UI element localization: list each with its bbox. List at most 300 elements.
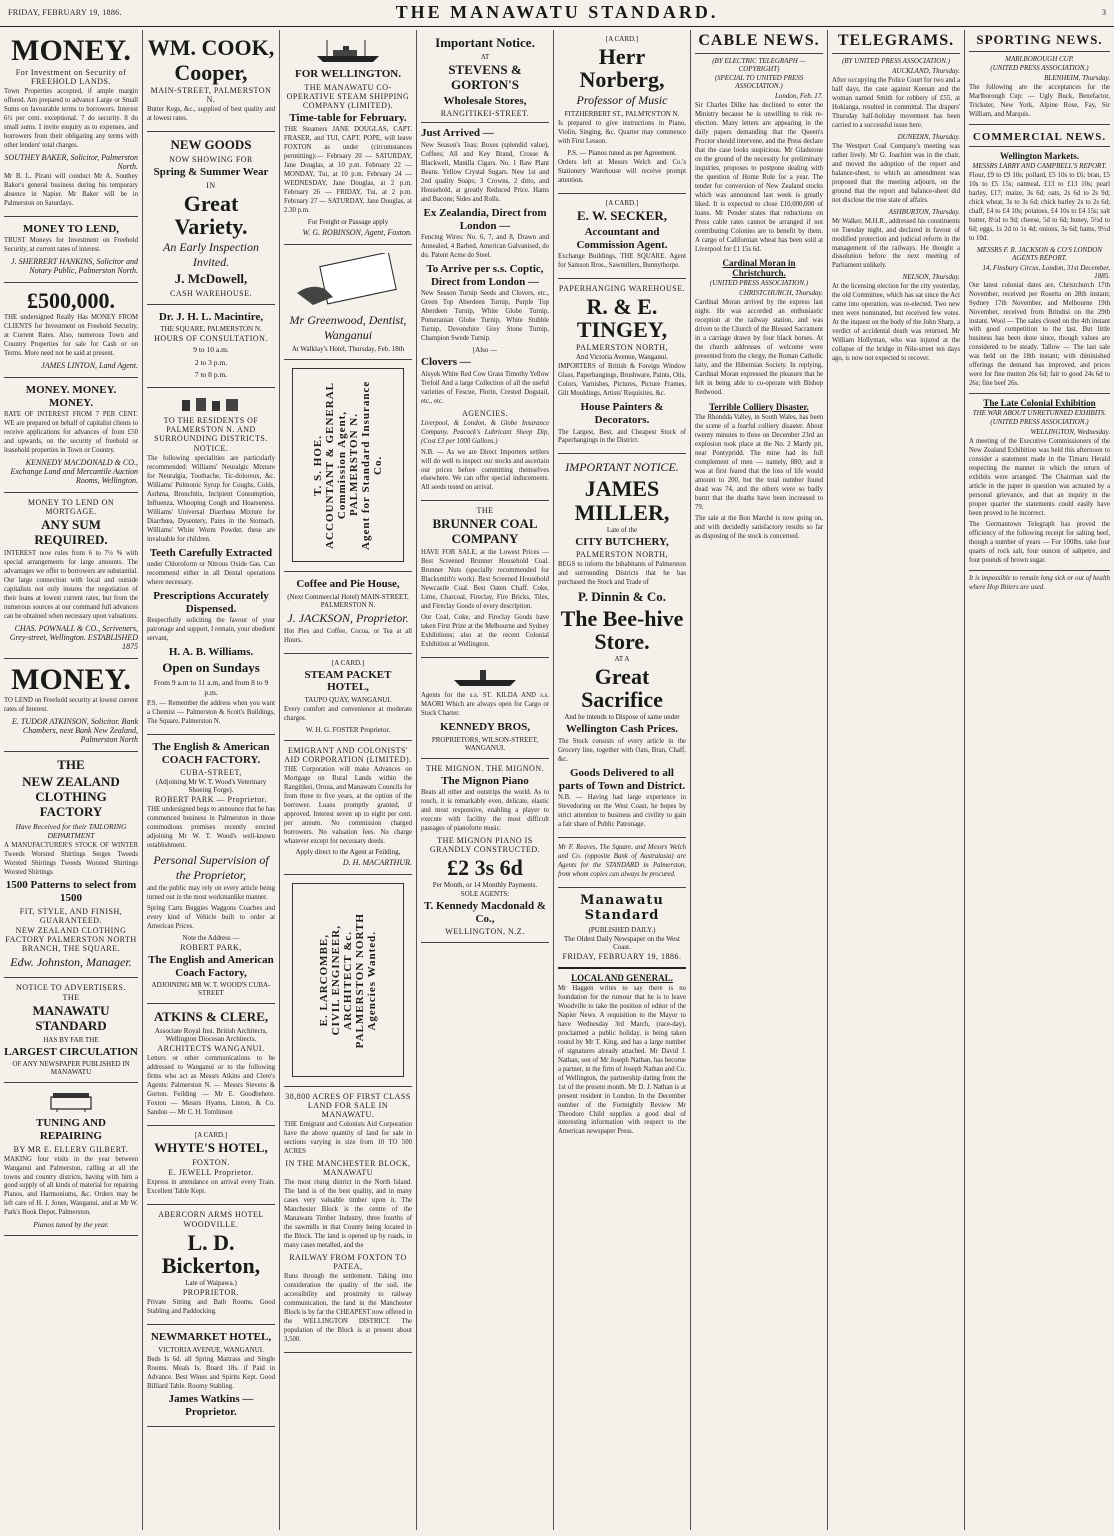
coffee-house-ad	[284, 572, 412, 654]
teeth-body: under Chloroform or Nitrous Oxide Gas. Can recommend either in all Dental operations where necessary.	[147, 561, 275, 587]
hoe-ad	[284, 360, 412, 572]
atkins-trade: ARCHITECTS WANGANUI.	[157, 1044, 265, 1054]
cable-copyright: (BY ELECTRIC TELEGRAPH — COPYRIGHT)	[712, 57, 806, 73]
adv-paper: MANAWATU STANDARD	[32, 1002, 110, 1033]
masthead-date: FRIDAY, FEBRUARY 19, 1886.	[8, 8, 122, 17]
coffee-address: (Next Commercial Hotel) MAIN-STREET, PALMERSTON N.	[287, 592, 409, 609]
moran-date: CHRISTCHURCH, Thursday.	[739, 289, 823, 298]
coffee-body: Hot Pies and Coffee, Cocoa, or Tea at all Hours.	[284, 627, 412, 644]
hoe-line: T. S. HOE.	[312, 434, 324, 496]
moran-association: (UNITED PRESS ASSOCIATION.)	[709, 279, 809, 288]
tingey-body-2: The Largest, Best, and Cheapest Stock of Paperhangings in the District.	[558, 428, 686, 445]
coffee-title: Coffee and Pie House,	[296, 577, 400, 590]
larcombe-ad	[284, 875, 412, 1087]
ship-body: THE Steamers JANE DOUGLAS, CAPT. FRASER, and TUI, CAPT. POPE, will leave FOXTON as under (circumstances permitting):— February 20 — SATURDAY, Jane Douglas, at 10 p.m. February 22 — MONDAY, Tui, at 10 p.m. February 24 — WEDNESDAY, Jane Douglas, at 2 p.m. February 26 — FRIDAY, Tui, at 2 p.m. February 27 — SATURDAY, Jane Douglas, at 2.30 p.m.	[284, 126, 412, 214]
sporting-date: BLENHEIM, Thursday.	[1044, 74, 1110, 82]
arrived-body: New Season's Teas; Boxes (splendid value), Coffees; All and Key Brand, Crosse & Blackwell, Manilla Cigars. No. 1 Raw Plant Beans. Yellow Crystal Sugars. New 1st and 2nd quality Soaps; 3 Crowns, 2 ditto, and Household, at greatly Reduced Price. Hams and Bacons; Sides and Rolls.	[421, 142, 549, 203]
newmarket-proprietor: James Watkins — Proprietor.	[168, 1393, 254, 1419]
agencies-body: Liverpool, & London, & Globe Insurance Company. Peacock's Lubricant Sheep Dip, (Cost £3 per 1000 Gallons.)	[421, 419, 549, 445]
teeth-head: Teeth Carefully Extracted	[149, 546, 273, 559]
steam-packet-ad	[284, 654, 412, 741]
hand-holding-card-icon	[293, 253, 403, 309]
emigrant-apply: Apply direct to the Agent at Feilding,	[295, 848, 401, 857]
atkins-body: Letters or other communications to be addressed to Wanganui or to the following firms who act as Messrs Atkins and Clere's Agents: Palmerston N. — Messrs Stevens & Gorton. Feilding — Mr E. Goodbehere. Foxton — Messrs Hyams, Linton, & Co. Sandon — Mr C. H. Tomlinson	[147, 1055, 275, 1116]
money4-ad	[4, 659, 138, 752]
jackson-body: Our latest colonial dates are, Christchurch 17th November, received per Rosetta on 28th instant; Sydney 17th November, and Melbourne 19th November, received from Brindisi on the 29th instant. Wool — The sales closed on the 4th instant with good competition to the last. But little business has been done since, though values are considered to be steady. Tallow — The last sale was held on the 18th instant; with diminished offerings the demand has improved, and prices were for fine mutton 26s 6d; fair to good 24s 6d to 26s; fine beef 26s.	[969, 281, 1110, 388]
abercorn-ad	[147, 1205, 275, 1325]
miller-body: BEGS to inform the Inhabitants of Palmerston and surrounding Districts that he has purchased the Stock and Trade of	[558, 561, 686, 587]
larcombe-box	[292, 883, 404, 1077]
coptic-body: New Season Turnip Seeds and Clovers, etc., Green Top Aberdeen Turnip, Purple Top Aberdeen Turnip, White Globe Turnip, Pomeranian Globe Turnip, White Stubble Turnip, Devonshire Grey Stone Turnip, Champion Swede Turnip.	[421, 290, 549, 343]
hoe-box	[292, 368, 404, 562]
commercial-firm: MESSRS LARRY AND CAMPBELL'S REPORT.	[972, 161, 1107, 170]
whyte-proprietor: E. JEWELL Proprietor.	[168, 1167, 254, 1177]
packet-card: [A CARD.]	[331, 658, 365, 667]
brunner-the: THE	[476, 506, 494, 516]
mignon-title: The Mignon Piano	[441, 774, 529, 787]
shipping-ad	[284, 30, 412, 245]
goods-shop: CASH WAREHOUSE.	[169, 288, 253, 298]
adv-has: HAS BY FAR THE	[43, 1035, 99, 1044]
sporting-association: (UNITED PRESS ASSOCIATION.)	[990, 64, 1089, 72]
ship-freight: For Freight or Passage apply	[307, 217, 389, 226]
paper-title: Manawatu Standard	[580, 893, 664, 923]
goods-in: IN	[206, 180, 216, 190]
sporting-body: The following are the acceptances for the Marlborough Cup: — Ugly Buck, Benefactor, Trickster, New York, Alpine Rose, Fay, Sir William, and Marquis.	[969, 84, 1110, 118]
important-notice: IMPORTANT NOTICE.	[565, 460, 679, 475]
agencies-title: AGENCIES.	[461, 408, 509, 418]
jackson-firm: MESSRS F. R. JACKSON & CO'S LONDON AGENTS REPORT.	[976, 245, 1103, 262]
masthead-title: THE MANAWATU STANDARD.	[395, 2, 719, 22]
money3-title: MONEY. MONEY. MONEY.	[25, 384, 117, 409]
emigrant-body: THE Corporation will make Advances on Mortgage on Rural Lands within the Rangitikei, Oroua, and Manawatu Councils for from three to five years, at the option of the borrower. Loans promptly granted, if approved. Interest seven up to eight per cent. per annum. No commission charged borrowers. No valuation fees. No charge whatever except for necessary deeds.	[284, 765, 412, 845]
tingey-address: PALMERSTON NORTH,	[575, 343, 669, 353]
norberg-sub: Professor of Music	[576, 93, 668, 108]
sundays-title: Open on Sundays	[162, 659, 260, 675]
adv-title: NOTICE TO ADVERTISERS.	[15, 982, 126, 992]
secker-address: Exchange Buildings, THE SQUARE. Agent for Samson Bros., Sawmillers, Bunnythorpe.	[558, 253, 686, 270]
pharmacy-bottles-icon	[176, 396, 246, 412]
column-6	[690, 30, 827, 1530]
coach-address: CUBA-STREET,	[180, 768, 242, 778]
address-note: Note the Address —	[182, 933, 240, 942]
factory-body: A MANUFACTURER'S STOCK OF WINTER Tweeds Worsted Shirtings Serges Tweeds Worsted Shirtings Tweeds Worsted Shirtings Worsted Shirtings	[4, 841, 138, 876]
ashburton-date: ASHBURTON, Thursday.	[888, 207, 960, 216]
larcombe-line: PALMERSTON NORTH	[354, 912, 366, 1049]
factory-patterns: 1500 Patterns to select from 1500	[5, 879, 137, 905]
kennedy-agents: Agents for the s.s. ST. KILDA AND s.s. MAORI Which are always open for Cargo or Stock Charter.	[421, 691, 549, 717]
tuning-by: BY MR E. ELLERY GILBERT.	[13, 1144, 129, 1154]
emigrant-agent: D. H. MACARTHUR.	[342, 858, 412, 868]
prescriptions-body: Respectfully soliciting the favour of your patronage and support, I remain, your obedient servant,	[147, 617, 275, 643]
newmarket-address: VICTORIA AVENUE, WANGANUI.	[158, 1345, 264, 1354]
cook-name: WM. COOK,	[147, 35, 275, 60]
lend-body: TRUST Moneys for Investment on Freehold Security, at current rates of interest.	[4, 237, 138, 254]
goods-invite: An Early Inspection Invited.	[163, 239, 259, 269]
mignon-agents-label: SOLE AGENTS:	[460, 890, 510, 899]
newmarket-ad	[147, 1325, 275, 1427]
local-general-section	[558, 973, 686, 1137]
factory-title: NEW ZEALAND CLOTHING FACTORY	[22, 773, 120, 819]
kennedy-title: KENNEDY BROS,	[439, 720, 531, 733]
factory-manager: Edw. Johnston, Manager.	[10, 954, 132, 969]
norberg-card: [A CARD.]	[605, 35, 639, 43]
column-1	[0, 30, 142, 1530]
moran-head: Cardinal Moran in Christchurch.	[722, 258, 796, 279]
agents-note	[558, 838, 686, 888]
miller-intend: And he intends to Dispose of same under	[564, 713, 680, 722]
larcombe-line: E. LARCOMBE,	[318, 934, 330, 1027]
zealandia-head: Ex Zealandia, Direct from London —	[423, 206, 547, 232]
nb-body: N.B. — As we are Direct Importers settlers will do well to inspect our stocks and ascertain our prices before committing themselves elsewhere. We can offer special inducements. All seeds tested on arrival.	[421, 448, 549, 492]
larcombe-line: ARCHITECT &c.	[342, 930, 354, 1030]
goods-name: J. McDowell,	[174, 270, 248, 286]
column-3	[279, 30, 416, 1530]
agents-note-text: Mr F. Reaves, The Square, and Messrs Welch and Co. (opposite Bank of Australasia) are Agents for the STANDARD in Palmerston, from whom copies can always be procured.	[558, 844, 686, 879]
local-body: Mr Haggen writes to say there is no foundation for the rumour that he is to leave Woodville to take the position of editor of the Napier News. A requisition to the Mayor to have Wednesday 3rd March, (race-day), proclaimed a public holiday, is being taken round by Mr T. King, and has a large number of signatures already attached. Mr David J. Nathan, son of Mr Joseph Nathan, has become a partner, in the firm of Joseph Nathan and Co. of Wellington, the partnership dating from the 1st of the present month. Mr D. J. Nathan is at present resident in London. In the December number of the Fortnightly Review Mr Theodore Child supplies a good deal of interesting information with respect to the American newspaper Press.	[558, 984, 686, 1136]
larcombe-line: CIVIL ENGINEER,	[330, 925, 342, 1036]
cook-trade: Cooper,	[174, 60, 248, 86]
paper-nameplate	[558, 888, 686, 969]
zealandia-body: Fencing Wires: No. 6, 7, and 8, Drawn and Annealed, 4 Barbed, American Galvanised, do do. Patent Acme do Steel.	[421, 234, 549, 260]
brunner-title: BRUNNER COAL COMPANY	[432, 516, 538, 547]
exhibition-body: A meeting of the Executive Commissioners of the New Zealand Exhibition was held this afternoon to consider a statement made in the Timaru Herald respecting the manner in which the return of exhibits were arranged. The Chairman said the article in the paper in question was actuated by a personal grievance, and that an inquiry in the proper quarter the statements could easily have been proved to be incorrect.	[969, 438, 1110, 517]
land-body-2: The most rising district in the North Island. The land is of the best quality, and in many cases very valuable timber upon it. The Manchester Block is the centre of the Manawatu Timber Industry, three fourths of the sawmills in that County being located in the Block. The land is opened up by roads, in many cases metalled, and the	[284, 1179, 412, 1250]
doctor-hour: 2 to 3 p.m.	[194, 357, 228, 367]
notice-title: Important Notice.	[435, 35, 535, 50]
ship-head: FOR WELLINGTON.	[295, 68, 401, 80]
doctor-address: THE SQUARE, PALMERSTON N.	[160, 325, 262, 334]
cook-body: Butter Kegs, &c., supplied of best quality and at lowest rates.	[147, 106, 275, 123]
doctor-hour: 9 to 10 a.m.	[193, 345, 229, 355]
prescriptions-signature: H. A. B. Williams.	[168, 646, 254, 659]
mortgage-title: MONEY TO LEND ON MORTGAGE.	[27, 498, 115, 517]
clovers-list: Alsyek White Red Cow Grass Timothy Yellow Trefoil And a large Collection of all the useful varieties of Fescue, Florin, Crested Dogstail, etc., etc.	[421, 370, 549, 405]
miller-body-2: The Stock consists of every article in the Grocery line, together with Oats, Bran, Chaff, &c.	[558, 738, 686, 764]
whyte-card: [A CARD.]	[194, 1130, 228, 1139]
abercorn-town: WOODVILLE.	[183, 1219, 239, 1229]
brunner-body: HAVE FOR SALE, at the Lowest Prices — Best Screened Brunner Household Coal. Brunner Nuts (specially recommended for Blacksmith's work). Best Screened Household Newcastle Coal. Best Oaten Chaff. Coke, Lime, Charcoal, Fireclay, Fire Bricks, Tiles, and Fireclay Goods of every description.	[421, 549, 549, 611]
miller-address: PALMERSTON NORTH,	[575, 550, 669, 560]
column-8	[964, 30, 1114, 1530]
adv-the: THE	[62, 992, 80, 1002]
mignon-head: THE MIGNON. THE MIGNON.	[425, 763, 545, 773]
whyte-town: FOXTON.	[192, 1157, 230, 1167]
nelson-body: At the licensing election for the city yesterday, the old Committee, which has sat since the Act came into operation, was re-elected. Two new men were nominated, but received few votes. At the inquest on the body of the John Sharp, a verdict of accidental death was returned. Mr William Hollyman, who was injured at the collapse of the bridge in Nile-street ten days ago, is now not expected to recover.	[832, 283, 960, 363]
larcombe-line: Agencies Wanted.	[366, 930, 378, 1031]
tingey-head: PAPERHANGING WAREHOUSE.	[558, 284, 686, 294]
cook-address: MAIN-STREET, PALMERSTON N.	[150, 86, 272, 105]
tingey-title: R. & E. TINGEY,	[576, 294, 668, 343]
bickerton-proprietor: PROPRIETOR.	[182, 1288, 240, 1298]
lend-ad	[4, 217, 138, 284]
auckland-body: After occupying the Police Court for two and a half days, the case against Keenan and the woman named Smith for robbery of £55, at Hokianga, resulted in committal. The drapers' Thursday half-holiday movement has been carried to a successful issue here.	[832, 77, 960, 129]
norberg-ad	[558, 30, 686, 194]
miller-goods: Goods Delivered to all parts of Town and District.	[558, 767, 686, 792]
stevens-gorton-ad	[421, 30, 549, 501]
exhibition-head: The Late Colonial Exhibition	[983, 398, 1096, 409]
tuning-body: MAKING four visits in the year between Wanganui and Palmerston, calling at all the towns and country districts, having with him a good supply of all kinds of material for repairing Pianos, and Harmoniums, &c. Orders may be left care of H. J. Jones, Wanganui, and at Mr W. Park's Book Depot, Palmerston.	[4, 1155, 138, 1217]
colliery-head: Terrible Colliery Disaster.	[709, 402, 809, 413]
park-name: ROBERT PARK — Proprietor.	[154, 795, 268, 805]
mignon-price-note: Per Month, or 14 Monthly Payments.	[432, 881, 538, 890]
ashburton-body: Mr Walker, M.H.R., addressed his constituents on Tuesday night, and declared in favour of modified protection and judicial reform in the management of the railways. He thought a dissolution before the next meeting of Parliament unlikely.	[832, 217, 960, 270]
newmarket-body: Beds Is 6d. all Spring Mattrass and Single Rooms. Meals Is. Board 18s. if Paid in Advance. Best Wines and Spirits Kept. Good Billiard Table. Roomy Stabling.	[147, 1355, 275, 1390]
doctor-hour: 7 to 8 p.m.	[194, 369, 228, 379]
column-7	[827, 30, 964, 1530]
miller-nb: N.B. — Having had large experience in Stevedoring on the West Coast, he hopes by strict attention to business and civility to gain a fair share of Public Patronage.	[558, 794, 686, 829]
page-number: 3	[1102, 8, 1106, 17]
goods-variety: Great Variety.	[174, 190, 248, 239]
commercial-body: Flour, £9 to £9 10s; pollard, £5 10s to £6; bran, £5 10s to £5 15s; oatmeal, £13 to £13 10s; pearl barley, £17; maize, 3s 6d; oats, 2s 6d to 2s 9d; chick wheat, 3s to 3s 6d; chick barley 2s to 2s 6d; chaff, £4 to £4 10s; potatoes, £4 10s to £4 15s; salt butter, 8½d to 9d; cheese, 5d to 6d; honey, 5½d to 6d; eggs, 1s 2d to 1s 4d; onions, 3s 6d; hams, 9½d to 10d.	[969, 171, 1110, 242]
williams-ad	[147, 388, 275, 735]
kennedy-sub: PROPRIETORS, WILSON-STREET, WANGANUI.	[431, 735, 539, 752]
cable-body: Sir Charles Dilke has declined to enter the Ministry because he is unwilling to risk re-election. Many letters are appearing in the daily papers demanding that the Queen's Proctor should intervene, and the Press declare that the case looks suspicious. Mr Gladstone on the ground of the necessity for preliminary inquiries, proposes to postpone dealing with the question of Home Rule for a year. The tender for conversion of New Zealand stocks which was announced last week is greatly liked. It is expected to close £10,000,000 of loans. Mr Pender states that reductions on Press cable rates cannot be arranged if not contributing Colonies are to benefit by them. A cargo of Californian wheat has been sold at Liverpool for £1 15s 6d.	[695, 102, 823, 253]
jackson-address: 14, Finsbury Circus, London, 31st December, 1885.	[982, 263, 1110, 280]
ship-agent: W. G. ROBINSON, Agent, Foxton.	[302, 227, 412, 237]
commercial-sub: Wellington Markets.	[1000, 150, 1079, 161]
tingey-house: House Painters & Decorators.	[580, 401, 664, 426]
paper-published: (PUBLISHED DAILY.)	[588, 925, 656, 934]
goods-season: Spring & Summer Wear	[153, 166, 269, 179]
bickerton-body: Private Sitting and Bath Rooms. Good Stabling and Paddocking.	[147, 1299, 275, 1315]
miller-firm: P. Dinnin & Co.	[577, 589, 667, 605]
money-signature: SOUTHEY BAKER, Solicitor, Palmerston North.	[4, 152, 138, 171]
mignon-body: Beats all other and outstrips the world. As to touch, it is remarkably even, delicate, elastic and most responsive, enabling a player to execute with facility the most difficult passages of pianoforte music.	[421, 789, 549, 833]
land-railway: RAILWAY FROM FOXTON TO PATEA,	[289, 1253, 407, 1272]
norberg-body: Is prepared to give instructions in Piano, Violin, Singing, &c. Quarter may commence with First Lesson.	[558, 120, 686, 146]
norberg-orders: Orders left at Messrs Welch and Co.'s Stationery Warehouse will receive prompt attention.	[558, 159, 686, 185]
amount-title: £500,000.	[27, 288, 115, 314]
secker-title: E. W. SECKER,	[577, 208, 667, 223]
lend-title: MONEY TO LEND,	[22, 222, 120, 235]
miller-at: AT A	[614, 655, 630, 664]
money4-body: TO LEND on Freehold security at lowest current rates of Interest.	[4, 696, 138, 713]
goods-showing: NOW SHOWING FOR	[169, 155, 253, 165]
bickerton-late: Late of Waipawa.)	[185, 1279, 237, 1288]
newmarket-title: NEWMARKET HOTEL,	[150, 1330, 272, 1343]
notice-at: AT	[480, 52, 490, 61]
germantown-body: The Germantown Telegraph has proved the efficiency of the following receipt for salting beef, though a number of years — For 100lbs. take four quarts of rock salt, four ounces of saltpetre, and four pounds of brown sugar.	[969, 520, 1110, 564]
exhibition-association: (UNITED PRESS ASSOCIATION.)	[990, 418, 1089, 427]
moran-body: Cardinal Moran arrived by the express last night. He was accorded an enthusiastic reception at the railway station, and was driven to the Church of the Blessed Sacrament in a carriage drawn by four black horses. At the church addresses of welcome were presented from the clergy, the Roman Catholic laity, and the Hibernian Society. In replying, Cardinal Moran expressed the pleasure that he felt in being able to co-operate with Bishop Redwood.	[695, 299, 823, 397]
hoe-line: ACCOUNTANT & GENERAL	[324, 381, 336, 549]
column-5	[553, 30, 690, 1530]
prescriptions-head: Prescriptions Accurately Dispensed.	[153, 590, 269, 615]
secker-sub: Accountant and Commission Agent.	[576, 225, 668, 251]
park-name-2: ROBERT PARK,	[180, 942, 242, 952]
money4-signature: E. TUDOR ATKINSON, Solicitor. Bank Chambers, next Bank New Zealand, Palmerston North	[11, 716, 138, 744]
factory-fit: FIT, STYLE, AND FINISH, GUARANTEED.	[19, 906, 123, 925]
packet-proprietor: W. H. G. FOSTER Proprietor.	[305, 725, 391, 734]
hoe-line: Commission Agent,	[336, 410, 348, 519]
whyte-title: WHYTE'S HOTEL,	[154, 1139, 268, 1155]
hoe-line: PALMERSTON N.	[348, 413, 360, 517]
emigrant-ad	[284, 741, 412, 876]
abercorn-title: ABERCORN ARMS HOTEL	[158, 1209, 264, 1219]
amount-body: THE undersigned Really Has MONEY FROM CLIENTS for Investment on Freehold Security, at Current Rates. Also, numerous Town and Country Properties for sale for Cash or on Terms. More need not be said at present.	[4, 314, 138, 358]
piano-icon	[49, 1091, 93, 1113]
adv-largest: LARGEST CIRCULATION	[4, 1045, 138, 1058]
ship-company: THE MANAWATU CO-OPERATIVE STEAM SHIPPING COMPANY (LIMITED).	[286, 82, 410, 110]
coach-title-2: The English and American Coach Factory,	[148, 953, 274, 979]
tingey-address-2: And Victoria Avenue, Wanganui.	[575, 353, 669, 362]
also-label: [Also —	[472, 346, 498, 355]
coffee-name: J. JACKSON, Proprietor.	[287, 610, 409, 625]
brunner-body-2: Our Coal, Coke, and Fireclay Goods have taken First Prize at the Melbourne and Sydney Exhibitions; also at the recent Colonial Exhibition at Wellington.	[421, 614, 549, 648]
land-body-3: Runs through the settlement. Taking into consideration the quality of the soil, the accessibility and proximity to railway communication, the land in the Manchester Block is by far the CHEAPEST now offered in the WELLINGTON DISTRICT. The population of the Block is at present about 3,500.	[284, 1273, 412, 1343]
hoe-line: Agent for Standard Insurance Co.	[360, 380, 384, 550]
norberg-ps: P.S. — Pianos tuned as per Agreement.	[567, 149, 677, 158]
factory-sub: Have Received for their TAILORING DEPARTMENT	[15, 821, 127, 840]
coach-factory-ad	[147, 735, 275, 1004]
land-block: IN THE MANCHESTER BLOCK, MANAWATU	[285, 1159, 411, 1178]
money-title: MONEY.	[11, 34, 131, 67]
exhibition-sub: THE WAR ABOUT UNRETURNED EXHIBITS.	[972, 409, 1107, 418]
steamship-icon	[450, 666, 520, 688]
norberg-title: Herr Norberg,	[579, 44, 665, 93]
auckland-date: AUCKLAND, Thursday.	[892, 67, 960, 75]
dunedin-date: DUNEDIN, Thursday.	[897, 132, 960, 141]
sporting-sub: MARLBOROUGH CUP.	[1005, 55, 1074, 63]
tuning-ad	[4, 1083, 138, 1236]
coach-adjoining: ADJOINING MR W. T. WOOD'S CUBA-STREET	[151, 981, 271, 998]
factory-the: THE	[57, 756, 85, 772]
sundays-hours: From 9 a.m to 11 a.m, and from 8 to 9 p.m.	[153, 677, 269, 697]
dentist-card-ad	[284, 245, 412, 360]
money3-body: RATE OF INTEREST FROM 7 PER CENT. WE are prepared on behalf of capitalist clients to receive applications for advances of from £50 and upwards, on the security of freehold or leasehold properties in Town or Country.	[4, 411, 138, 455]
sporting-title: SPORTING NEWS.	[969, 30, 1110, 52]
masthead	[0, 0, 1114, 27]
coptic-head: To Arrive per s.s. Coptic, Direct from London —	[426, 263, 544, 288]
baker-note: Mr B. L. Pirani will conduct Mr A. Southey Baker's general business during his temporary absence in Napier. Mr Baker will be in Palmerston on Saturdays.	[4, 172, 138, 207]
whyte-hotel-ad	[147, 1126, 275, 1205]
park-body: THE undersigned begs to announce that he has commenced business in Palmerston in those commodious premises recently erected adjoining Mr W. T. Wood's well-known establishment.	[147, 806, 275, 850]
money-ad	[4, 30, 138, 217]
miller-late: Late of the	[606, 525, 638, 534]
cook-ad	[147, 30, 275, 132]
steamship-icon	[313, 38, 383, 64]
secker-card: [A CARD.]	[605, 199, 639, 207]
personal-body: and the public may rely on every article being turned out in the most workmanlike manner.	[147, 885, 275, 902]
mignon-construct: THE MIGNON PIANO IS GRANDLY CONSTRUCTED.	[429, 835, 541, 854]
local-head: LOCAL AND GENERAL.	[571, 972, 673, 983]
exhibition-date: WELLINGTON, Wednesday.	[1030, 428, 1110, 437]
miller-prices: Wellington Cash Prices.	[565, 723, 679, 736]
miller-name: JAMES MILLER,	[574, 476, 670, 525]
tuning-title: TUNING AND REPAIRING	[36, 1117, 106, 1142]
land-sale-ad	[284, 1087, 412, 1352]
clothing-factory-ad	[4, 752, 138, 978]
new-goods-ad	[147, 132, 275, 305]
money3-ad	[4, 378, 138, 493]
mignon-agents: T. Kennedy Macdonald & Co.,	[423, 900, 547, 925]
dentist-card-label: Mr Greenwood, Dentist, Wanganui	[289, 312, 407, 342]
dunedin-body: The Westport Coal Company's meeting was rather lively. Mr G. Joachim was in the chair, and moved the adoption of the report and balance-sheet, to which an amendment was proposed that the meeting adjourn, on the ground that the report and balance-sheet did not disclose the true state of affairs.	[832, 142, 960, 204]
sundays-body: P.S. — Remember the address when you want a Chemist — Palmerston & Scott's Buildings, The Square, Palmerston N.	[147, 700, 275, 726]
emigrant-title: EMIGRANT AND COLONISTS' AID CORPORATION (LIMITED).	[284, 745, 412, 764]
advertisers-notice	[4, 978, 138, 1084]
stevens-title: STEVENS & GORTON'S	[448, 61, 522, 92]
vehicles-list: Spring Carts Buggies Waggons Coaches and every kind of Vehicle built to order at American Prices.	[147, 905, 275, 930]
kennedy-bros-ad	[421, 658, 549, 759]
coach-near: (Adjoining Mr W. T. Wood's Veterinary Shoeing Forge).	[155, 778, 267, 795]
cable-association: (SPECIAL TO UNITED PRESS ASSOCIATION.)	[714, 74, 804, 90]
stevens-sub: Wholesale Stores,	[443, 94, 527, 107]
paper-oldest: The Oldest Daily Newspaper on the West Coast.	[564, 934, 680, 951]
mortgage-body: INTEREST now rules from 6 to 7½ % with special arrangements for large amounts. The advantages we offer to borrowers are substantial. Our large connection with local and outside capitalists not only insures the negotiation of their loans at lowest current rates, but from the numerous sources at our command full advances can be obtained when necessary upon valuations.	[4, 550, 138, 620]
mortgage-ad	[4, 493, 138, 659]
amount-signature: JAMES LINTON, Land Agent.	[41, 361, 138, 371]
miller-sacrifice: Great Sacrifice	[581, 664, 663, 713]
cable-date: London, Feb. 17.	[774, 92, 823, 100]
miller-butchery: CITY BUTCHERY,	[575, 535, 669, 548]
colliery-body: The Rhondda Valley, in South Wales, has been the scene of a fearful colliery disaster. About twenty minutes to three on December 23rd an explosion took place at the No. 2 Mardy pit, near Pontypridd. The mine had its full complement of men — namely, 880; and it was at first feared that the loss of life would amount to 200, but the total number found dead was 74, and the others were so badly burnt that the deaths have been increased to 79.	[695, 414, 823, 511]
doctor-name: Dr. J. H. L. Macintire,	[158, 310, 264, 323]
factory-branch: NEW ZEALAND CLOTHING FACTORY PALMERSTON NORTH BRANCH, THE SQUARE.	[5, 925, 137, 953]
secker-ad	[558, 194, 686, 279]
lend-signature: J. SHERRERT HANKINS, Solicitor and Notary Public, Palmerston North.	[11, 257, 138, 276]
money-body: Town Properties accepted, if ample margin offered. Am prepared to advance Large or Small Sums on favourable terms to borrowers. Interest 6½ per cent. exceptional. 7 do security. 8 do small sums. I invite enquiry as to expenses, and borrowers from their obligating any terms with other lenders' total charges.	[4, 88, 138, 149]
commercial-title: COMMERCIAL NEWS.	[969, 129, 1110, 147]
bickerton-name: L. D. Bickerton,	[161, 1229, 261, 1278]
atkins-sub: Associate Royal Inst. British Architects, Wellington Diocesan Architects.	[154, 1027, 268, 1044]
money4-title: MONEY.	[11, 662, 131, 696]
doctor-hours-title: HOURS OF CONSULTATION.	[154, 334, 268, 344]
cable-title: CABLE NEWS.	[695, 30, 823, 54]
ship-timetable: Time-table for February.	[289, 111, 407, 124]
packet-title: STEAM PACKET HOTEL,	[304, 668, 392, 694]
packet-body: Every comfort and convenience at moderate charges.	[284, 705, 412, 722]
clovers-head: Clovers —	[421, 356, 471, 369]
williams-body: The following specialities are particularly recommended: Williams' Neuralgic Mixture for Neuralgia, Toothache, Tic-doloreux, &c. Williams' Pulmonic Syrup for Coughs, Colds, Asthma, Bronchitis, Incipient Consumption, Influenza, Whooping Cough and Hoarseness. Williams' Universal Diarrhœa Mixture for Diarrhœa, Dysentery, Pains in the Stomach. Williams' White Worm Powder, these are invaluable for children.	[147, 454, 275, 543]
norberg-address: FITZHERBERT ST., PALM'R'S'TON N.	[564, 110, 680, 119]
telegrams-association: (BY UNITED PRESS ASSOCIATION.)	[841, 57, 951, 65]
mignon-price: £2 3s 6d	[447, 854, 523, 880]
miller-hive: The Bee-hive Store.	[560, 606, 684, 655]
money-lines: For Investment on Security of FREEHOLD LANDS.	[15, 68, 127, 86]
coach-title: The English & American COACH FACTORY.	[152, 741, 270, 766]
land-title: 38,800 ACRES OF FIRST CLASS LAND FOR SALE IN MANAWATU.	[285, 1092, 411, 1120]
amount-ad	[4, 283, 138, 378]
williams-notice: NOTICE.	[193, 443, 229, 453]
adv-any: OF ANY NEWSPAPER PUBLISHED IN MANAWATU	[12, 1060, 130, 1077]
nelson-date: NELSON, Thursday.	[902, 273, 960, 282]
money3-signature: KENNEDY MACDONALD & CO., Exchange Land and Mercantile Auction Rooms, Wellington.	[10, 458, 138, 486]
column-4	[416, 30, 553, 1530]
tingey-body: IMPORTERS of British & Foreign Window Glass, Paperhangings, Brushware, Paints, Oils, Colors, Varnishes, Pictures, Picture Frames, Gilt Mouldings, Artists' Requisites, &c.	[558, 363, 686, 398]
atkins-ad	[147, 1004, 275, 1126]
bon-marche-note: The sale at the Bon Marché is now going on, and with decidedly satisfactory results so far as disposing of the stock is concerned.	[695, 514, 823, 540]
packet-address: TAUPO QUAY, WANGANUI.	[304, 695, 392, 704]
column-2	[142, 30, 279, 1530]
personal-supervision: Personal Supervision of the Proprietor,	[153, 853, 269, 883]
dentist-card-note: At Walklay's Hotel, Thursday, Feb. 18th	[291, 344, 405, 353]
mortgage-signature: CHAS. POWNALL & CO., Scriveners, Grey-street, Wellington. ESTABLISHED 1875	[9, 623, 138, 651]
williams-head: TO THE RESIDENTS OF PALMERSTON N. AND SURROUNDING DISTRICTS.	[154, 415, 268, 443]
paper-date: FRIDAY, FEBRUARY 19, 1886.	[562, 951, 682, 961]
land-body: THE Emigrant and Colonists Aid Corporation have the above quantity of land for sale in sections varying in size from 10 TO 500 ACRES	[284, 1121, 412, 1156]
arrived-head: Just Arrived —	[421, 127, 494, 140]
miller-ad	[558, 454, 686, 838]
foot-note: It is impossible to remain long sick or out of health where Hop Bitters are used.	[969, 574, 1110, 591]
mignon-city: WELLINGTON, N.Z.	[445, 927, 525, 937]
atkins-title: ATKINS & CLERE,	[153, 1009, 269, 1025]
telegrams-title: TELEGRAMS.	[832, 30, 960, 54]
mignon-piano-ad	[421, 759, 549, 944]
goods-title: NEW GOODS	[170, 137, 252, 153]
doctor-ad	[147, 305, 275, 388]
